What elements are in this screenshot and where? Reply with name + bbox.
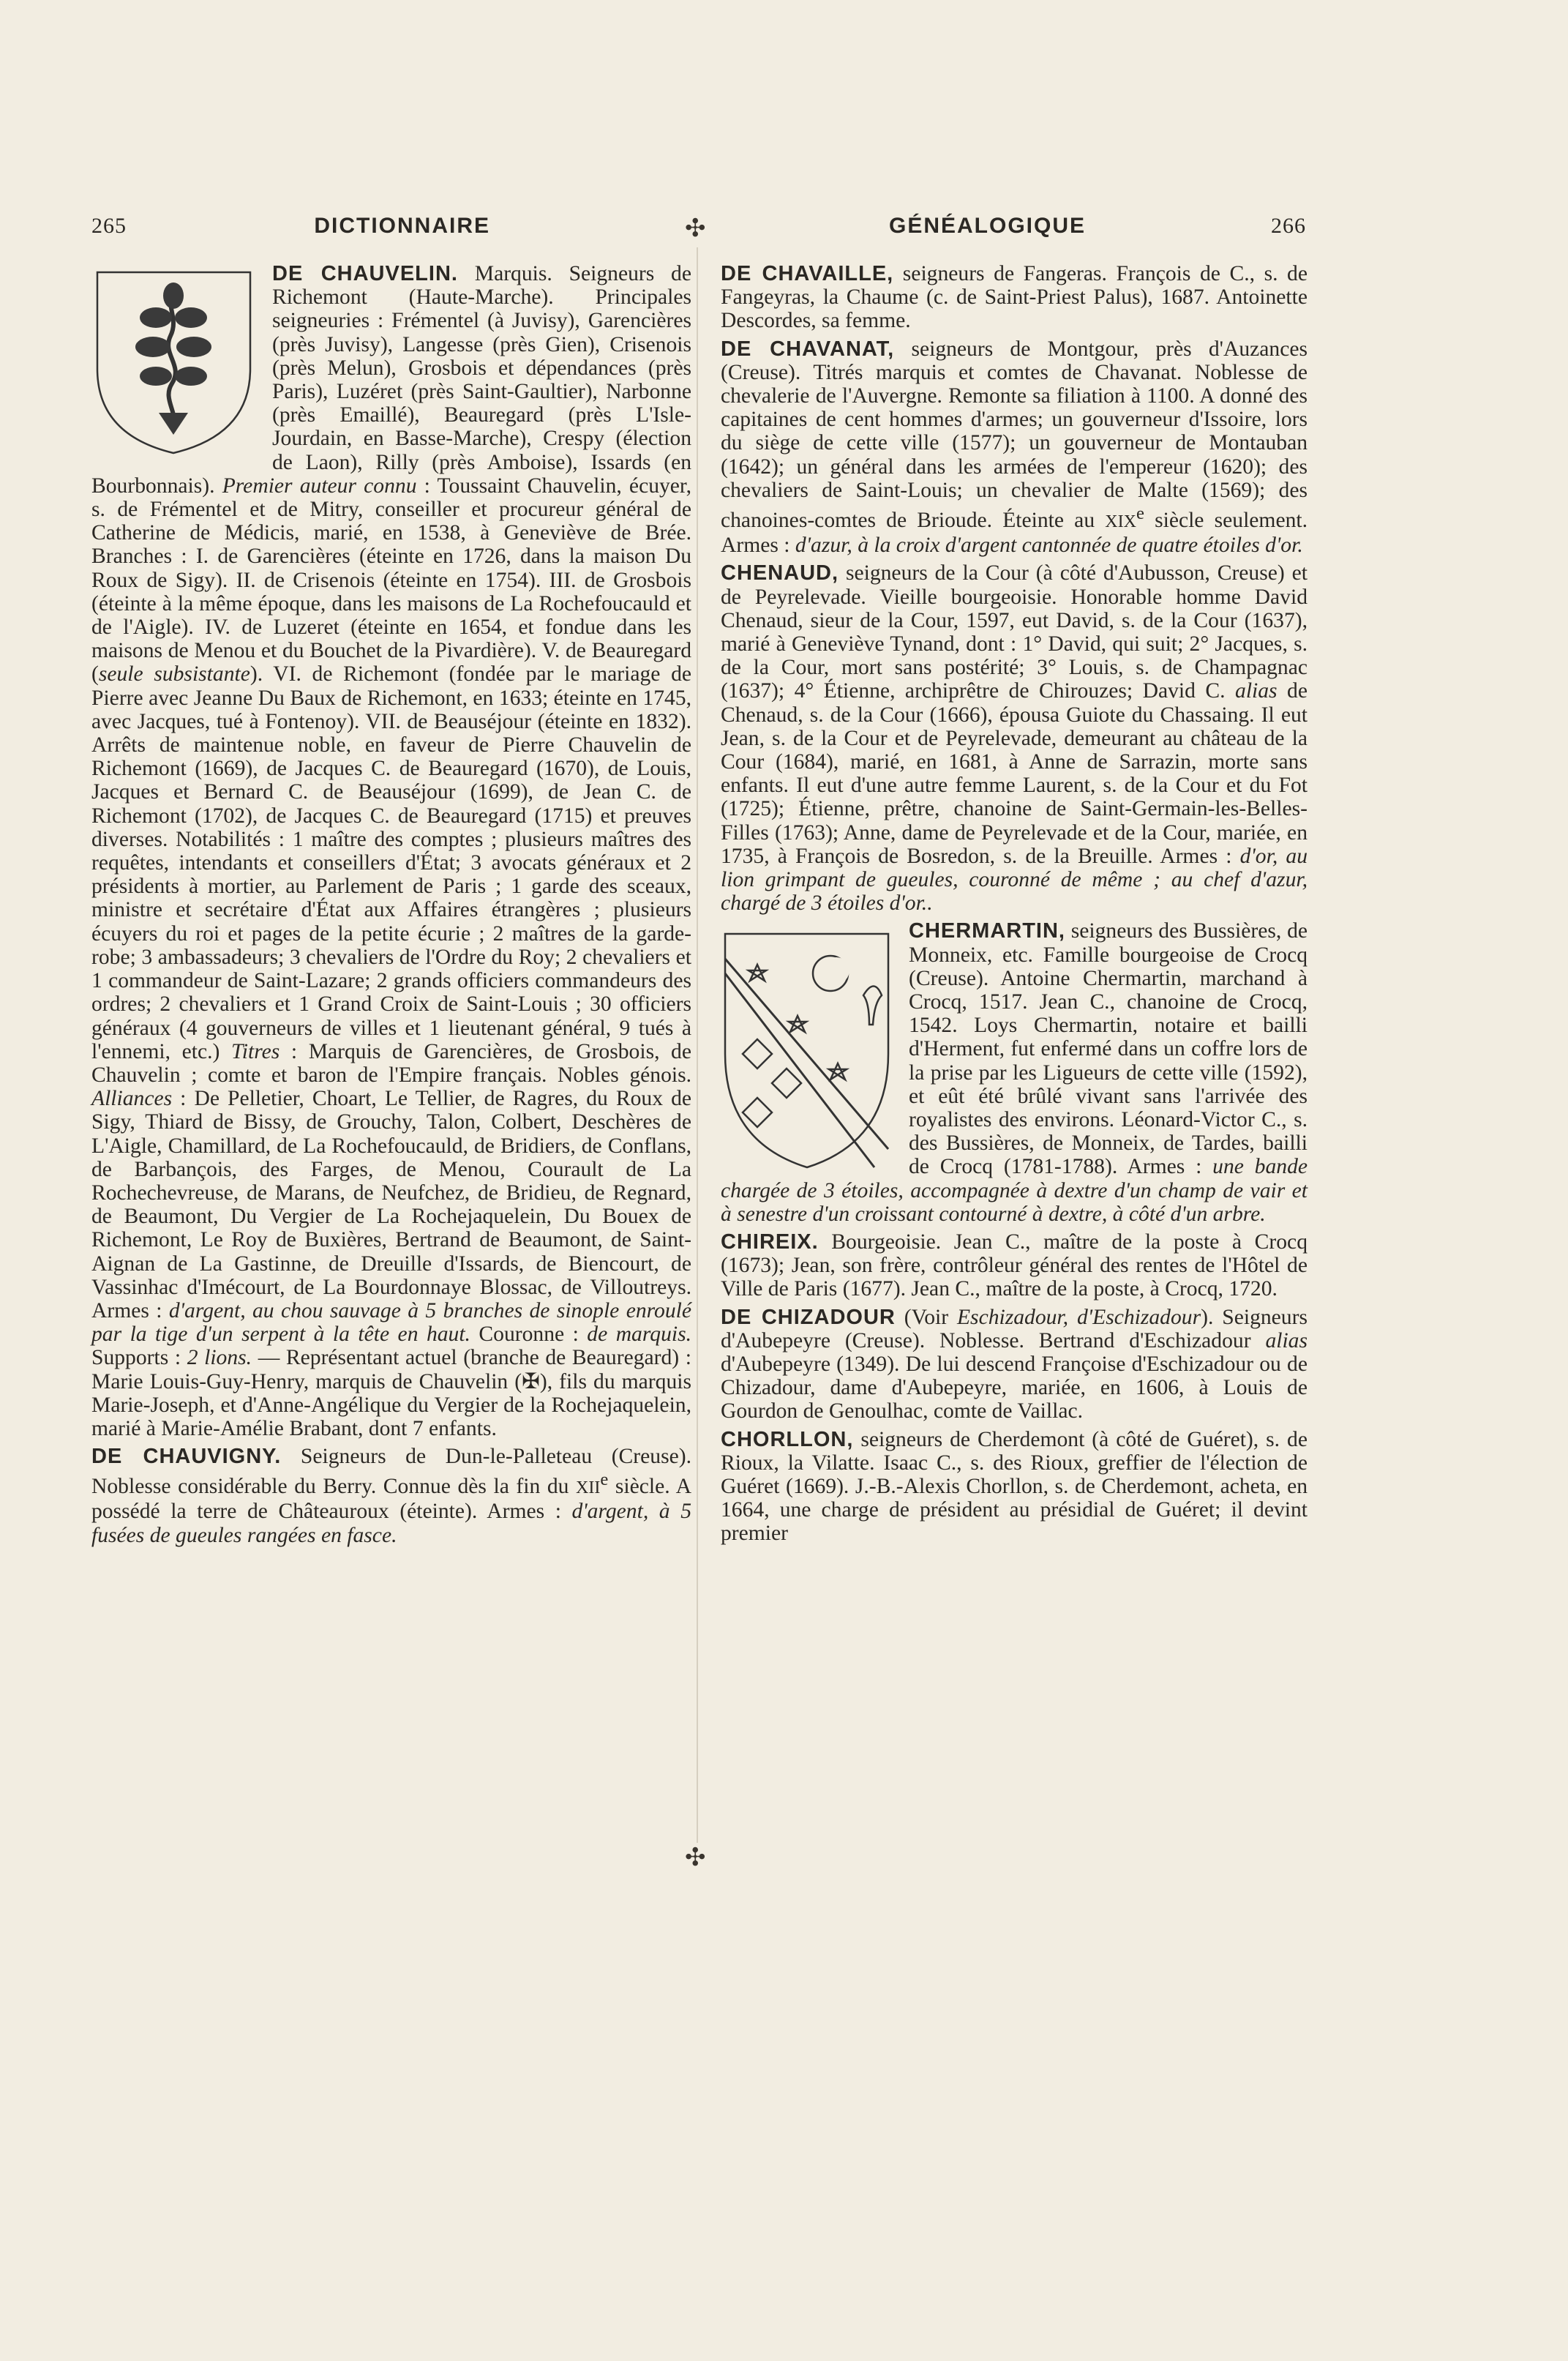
headword-chizadour: DE CHIZADOUR [721, 1305, 896, 1329]
entry-italic: une bande chargée de 3 étoiles, accompagnée à dextre d'un champ de vair et à senestre d'un croissant contourné à dextre, à côté d'un arbre. [721, 1155, 1308, 1226]
right-column [721, 262, 1308, 1550]
entry-italic: alias [1265, 1328, 1308, 1352]
headword-chauvigny: DE CHAUVIGNY. [91, 1445, 282, 1469]
entry-italic: Eschizadour, d'Eschizadour [956, 1305, 1201, 1329]
entry-text: siècle. A possédé la terre de Châteauroux (éteinte). Armes : [91, 1475, 691, 1524]
entry-text: seigneurs de Fangeras. François de C., s. de Fangeyras, la Chaume (c. de Saint-Priest Palus), 1687. Antoinette Descordes, sa femme. [721, 262, 1308, 333]
left-column [91, 262, 691, 1552]
right-running-title: GÉNÉALOGIQUE [889, 214, 1087, 238]
superscript: e [1136, 504, 1144, 524]
entry-text: ). VI. de Richemont (fondée par le mariage de Pierre avec Jeanne Du Baux de Richemont, en 1633; éteinte en 1745, avec Jacques, tué à Fontenoy). VII. de Beauséjour (éteinte en 1832). Arrêts de maintenue noble, en faveur de Pierre Chauvelin de Richemont (1669), de Jacques C. de Beauregard (1670), de Louis, Jacques et Bernard C. de Beauséjour (1699), de Jean C. de Richemont (1702), de Jacques C. de Beauregard (1715) et preuves diverses. Notabilités : 1 maître des comptes ; plusieurs maîtres des requêtes, intendants et conseillers d'État; 3 avocats généraux et 2 présidents à mortier, au Parlement de Paris ; 1 garde des sceaux, ministre et secrétaire d'État aux Affaires étrangères ; plusieurs écuyers du roi et pages de la petite écurie ; 2 maîtres de la garde-robe; 3 ambassadeurs; 3 chevaliers de l'Ordre du Roy; 2 chevaliers et 1 commandeur de Saint-Lazare; 2 grands officiers commandeurs des ordres; 2 chevaliers et 1 Grand Croix de Saint-Louis ; 30 officiers généraux (4 gouverneurs de villes et 1 lieutenant général, 9 tués à l'ennemi, etc.) [91, 662, 692, 1063]
entry-italic: d'argent, au chou sauvage à 5 branches de sinople enroulé par la tige d'un serpent à la tête en haut. [91, 1298, 691, 1347]
entry-text: d'Aubepeyre (1349). De lui descend Françoise d'Eschizadour ou de Chizadour, dame d'Aubepeyre, mariée, en 1606, à Louis de Gourdon de Genoulhac, comte de Vaillac. [721, 1352, 1308, 1423]
entry-italic: de marquis. [587, 1322, 692, 1347]
entry-chizadour [721, 1306, 1308, 1423]
entry-chorllon [721, 1428, 1308, 1546]
entry-text: ). Seigneurs d'Aubepeyre (Creuse). Noblesse. Bertrand d'Eschizadour [721, 1305, 1308, 1352]
headword-chorllon: CHORLLON, [721, 1427, 854, 1451]
chauvelin-coat-of-arms-icon [91, 266, 256, 457]
headword-chireix: CHIREIX. [721, 1230, 819, 1254]
entry-text: — Représentant actuel (branche de Beauregard) : Marie Louis-Guy-Henry, marquis de Chauvelin (✠), fils du marquis Marie-Joseph, et d'Anne-Angélique du Vergier de la Rochejaquelein, marié à Marie-Amélie Brabant, dont 7 enfants. [91, 1346, 691, 1440]
entry-text: de Chenaud, s. de la Cour (1666), épousa Guiote du Chassaing. Il eut Jean, s. de la Cour et de Peyrelevade, demeurant au château de la Cour (1684), marié, en 1681, à Anne de Sarrazin, morte sans enfants. Il eut d'une autre femme Laurent, s. de la Cour et du Fot (1725); Étienne, prêtre, chanoine de Saint-Germain-les-Belles-Filles (1763); Anne, dame de Peyrelevade et de la Cour, mariée, en 1735, à François de Bosredon, s. de la Breuille. Armes : [721, 679, 1308, 868]
left-running-title: DICTIONNAIRE [314, 214, 490, 238]
entry-text: : De Pelletier, Choart, Le Tellier, de Ragres, du Roux de Sigy, Thiard de Bissy, de Grouchy, Talon, Colbert, Deschères de L'Aigle, Chamillard, de La Rochefoucauld, de Bridiers, de Conflans, de Barbançois, des Farges, de Menou, Courault de La Rochechevreuse, de Marans, de Neufchez, de Bridieu, de Regnard, de Beaumont, Du Vergier de La Rochejaquelein, Du Bouex de Richemont, Le Roy de Buxières, Bertrand de Beaumont, de Saint-Aignan de La Gastinne, de Dreuille d'Issards, de Biencourt, de Vassinhac d'Imécourt, de La Bourdonnaye Blossac, de Villoutreys. Armes : [91, 1087, 691, 1322]
entry-italic: Alliances [91, 1087, 173, 1111]
entry-chenaud [721, 561, 1308, 915]
entry-text: seigneurs de Montgour, près d'Auzances (Creuse). Titrés marquis et comtes de Chavanat. Noblesse de chevalerie de l'Auvergne. Remonte sa filiation à 1100. A donné des capitaines de cent hommes d'armes; un gouverneur d'Issoire, lors du siège de cette ville (1577); un gouverneur de Montauban (1642); un général dans les armées de l'empereur (1620); des chevaliers de Saint-Louis; un chevalier de Malte (1569); des chanoines-comtes de Brioude. Éteinte au [721, 337, 1308, 532]
entry-text: (Voir [895, 1305, 957, 1329]
chermartin-coat-of-arms-icon [721, 929, 893, 1171]
headword-chermartin: CHERMARTIN, [909, 919, 1065, 943]
right-page-header [889, 214, 1306, 239]
entry-text: seigneurs des Bussières, de Monneix, etc. Famille bourgeoise de Crocq (Creuse). Antoine Chermartin, marchand à Crocq, 1517. Jean C., chanoine de Crocq, 1542. Loys Chermartin, notaire et bailli d'Herment, fut enfermé dans un coffre lors de la prise par les Ligueurs de cette ville (1592), et eût été brûlé vivant sans l'arrivée des royalistes des environs. Léonard-Victor C., s. des Bussières, de Monneix, de Tardes, bailli de Crocq (1781-1788). Armes : [909, 919, 1308, 1179]
entry-text: Couronne : [470, 1322, 588, 1347]
header-ornament: ✣ [685, 215, 706, 242]
headword-chauvelin: DE CHAUVELIN. [272, 262, 458, 285]
entry-chauvigny [91, 1445, 691, 1547]
superscript: e [600, 1470, 609, 1490]
headword-chavaille: DE CHAVAILLE, [721, 262, 894, 285]
left-page-header [91, 214, 490, 239]
entry-italic: d'argent, à 5 fusées de gueules rangées en fasce. [91, 1500, 691, 1547]
entry-italic: Titres [230, 1039, 280, 1063]
entry-text: Seigneurs de Dun-le-Palleteau (Creuse). Noblesse considérable du Berry. Connue dès la fin du [91, 1445, 691, 1499]
entry-chavaille [721, 262, 1308, 333]
century-numeral: XIX [1105, 512, 1136, 531]
headword-chenaud: CHENAUD, [721, 561, 839, 585]
entry-text: : Toussaint Chauvelin, écuyer, s. de Frémentel et de Mitry, conseiller et procureur général de Catherine de Médicis, marié, en 1538, à Geneviève de Brée. Branches : I. de Garencières (éteinte en 1726, dans la maison Du Roux de Sigy). II. de Crisenois (éteinte en 1754). III. de Grosbois (éteinte à la même époque, dans les maisons de La Rochefoucauld et de l'Aigle). IV. de Luzeret (éteinte en 1654, et fondue dans les maisons de Menou et du Bouchet de la Pivardière). V. de Beauregard ( [91, 474, 691, 686]
entry-italic: seule subsistante [98, 662, 250, 686]
entry-italic: d'azur, à la croix d'argent cantonnée de quatre étoiles d'or. [795, 534, 1303, 558]
entry-chavanat [721, 337, 1308, 558]
century-numeral: XII [576, 1478, 601, 1498]
entry-chireix [721, 1230, 1308, 1301]
entry-text: siècle seulement. Armes : [721, 508, 1308, 558]
entry-text: seigneurs de la Cour (à côté d'Aubusson, Creuse) et de Peyrelevade. Vieille bourgeoisie. Honorable homme David Chenaud, sieur de la Cour, 1597, eut David, s. de la Cour (1637), marié à Geneviève Tynand, dont : 1° David, qui suit; 2° Jacques, s. de la Cour, mort sans postérité; 3° Louis, s. de Champagnac (1637); 4° Étienne, archiprêtre de Chirouzes; David C. [721, 561, 1308, 703]
entry-italic: 2 lions. [187, 1346, 252, 1370]
right-page-number: 266 [1271, 214, 1306, 238]
column-divider [697, 247, 698, 1843]
entry-italic: d'or, au lion grimpant de gueules, couronné de même ; au chef d'azur, chargé de 3 étoiles d'or.. [721, 844, 1308, 916]
left-page-number: 265 [91, 214, 127, 238]
entry-chauvelin [91, 262, 691, 1440]
entry-italic: alias [1235, 679, 1278, 703]
footer-ornament: ✣ [685, 1844, 706, 1871]
entry-italic: Premier auteur connu [222, 474, 417, 498]
entry-text: Bourgeoisie. Jean C., maître de la poste à Crocq (1673); Jean, son frère, contrôleur général des rentes de l'Hôtel de Ville de Paris (1677). Jean C., maître de la poste, à Crocq, 1720. [721, 1230, 1308, 1301]
headword-chavanat: DE CHAVANAT, [721, 337, 895, 361]
entry-text: Marquis. Seigneurs de Richemont (Haute-Marche). Principales seigneuries : Frémentel (à Juvisy), Garencières (près Juvisy), Langesse (près Gien), Crisenois (près Melun), Grosbois et dépendances (près Paris), Luzéret (près Saint-Gaultier), Narbonne (près Emaillé), Beauregard (près L'Isle-Jourdain, en Basse-Marche), Crespy (élection de Laon), Rilly (près Amboise), Issards (en Bourbonnais). [91, 262, 691, 498]
entry-text: seigneurs de Cherdemont (à côté de Guéret), s. de Rioux, la Vilatte. Isaac C., s. des Rioux, greffier de l'élection de Guéret (1669). J.-B.-Alexis Chorllon, s. de Cherdemont, acheta, en 1664, une charge de président au présidial de Guéret; il devint premier [721, 1427, 1308, 1546]
entry-chermartin [721, 919, 1308, 1226]
entry-text: Supports : [91, 1346, 187, 1370]
entry-text: : Marquis de Garencières, de Grosbois, de Chauvelin ; comte et baron de l'Empire français. Nobles génois. [91, 1039, 691, 1087]
